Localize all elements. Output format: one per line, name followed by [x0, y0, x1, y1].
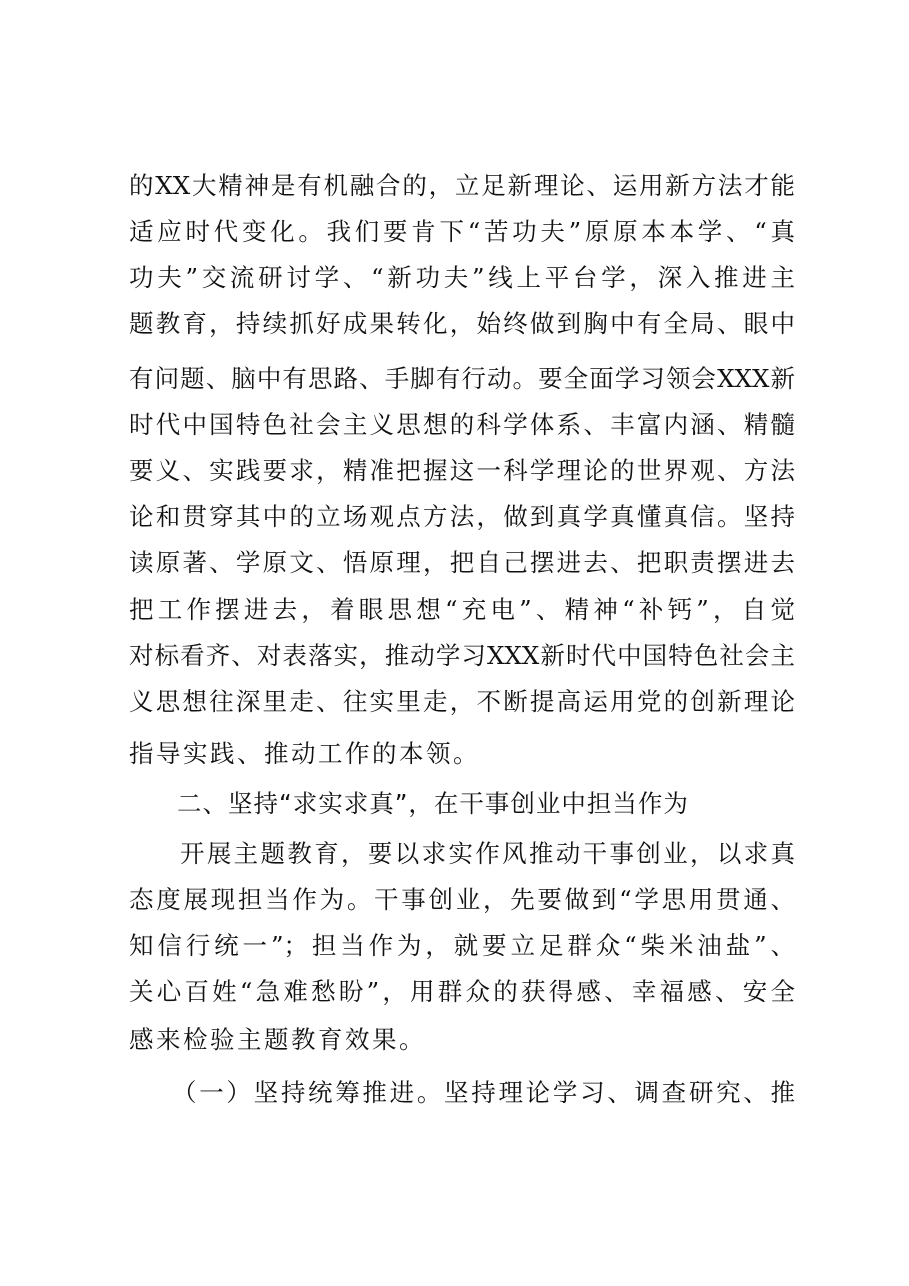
paragraph-line: 把工作摆进去，着眼思想“充电”、精神“补钙”，自觉 [129, 595, 795, 624]
paragraph-line: 要义、实践要求，精准把握这一科学理论的世界观、方法 [129, 456, 795, 485]
paragraph-line: 论和贯穿其中的立场观点方法，做到真学真懂真信。坚持 [129, 502, 795, 531]
paragraph-line: 义思想往深里走、往实里走，不断提高运用党的创新理论 [129, 687, 795, 716]
paragraph-line: 感来检验主题教育效果。 [129, 1025, 426, 1054]
paragraph-line: 的XX大精神是有机融合的，立足新理论、运用新方法才能 [129, 171, 795, 200]
paragraph-line: 有问题、脑中有思路、手脚有行动。要全面学习领会XXX新 [129, 364, 795, 393]
paragraph-line: 关心百姓“急难愁盼”，用群众的获得感、幸福感、安全 [129, 977, 795, 1006]
paragraph-line: 适应时代变化。我们要肯下“苦功夫”原原本本学、“真 [129, 217, 795, 246]
paragraph-line: 对标看齐、对表落实，推动学习XXX新时代中国特色社会主 [129, 641, 795, 670]
paragraph-line: 知信行统一”；担当作为，就要立足群众“柴米油盐”、 [129, 931, 795, 960]
paragraph-line: 题教育，持续抓好成果转化，始终做到胸中有全局、眼中 [129, 309, 795, 338]
paragraph-line: 时代中国特色社会主义思想的科学体系、丰富内涵、精髓 [129, 410, 795, 439]
paragraph-line: 功夫”交流研讨学、“新功夫”线上平台学，深入推进主 [129, 263, 795, 292]
paragraph-line: 态度展现担当作为。干事创业，先要做到“学思用贯通、 [129, 885, 795, 914]
paragraph-line: 指导实践、推动工作的本领。 [129, 739, 480, 768]
paragraph-line: （一）坚持统筹推进。坚持理论学习、调查研究、推 [172, 1078, 795, 1107]
section-heading: 二、坚持“求实求真”，在干事创业中担当作为 [177, 789, 689, 818]
paragraph-line: 开展主题教育，要以求实作风推动干事创业，以求真 [180, 839, 795, 868]
paragraph-line: 读原著、学原文、悟原理，把自己摆进去、把职责摆进去 [129, 548, 795, 577]
